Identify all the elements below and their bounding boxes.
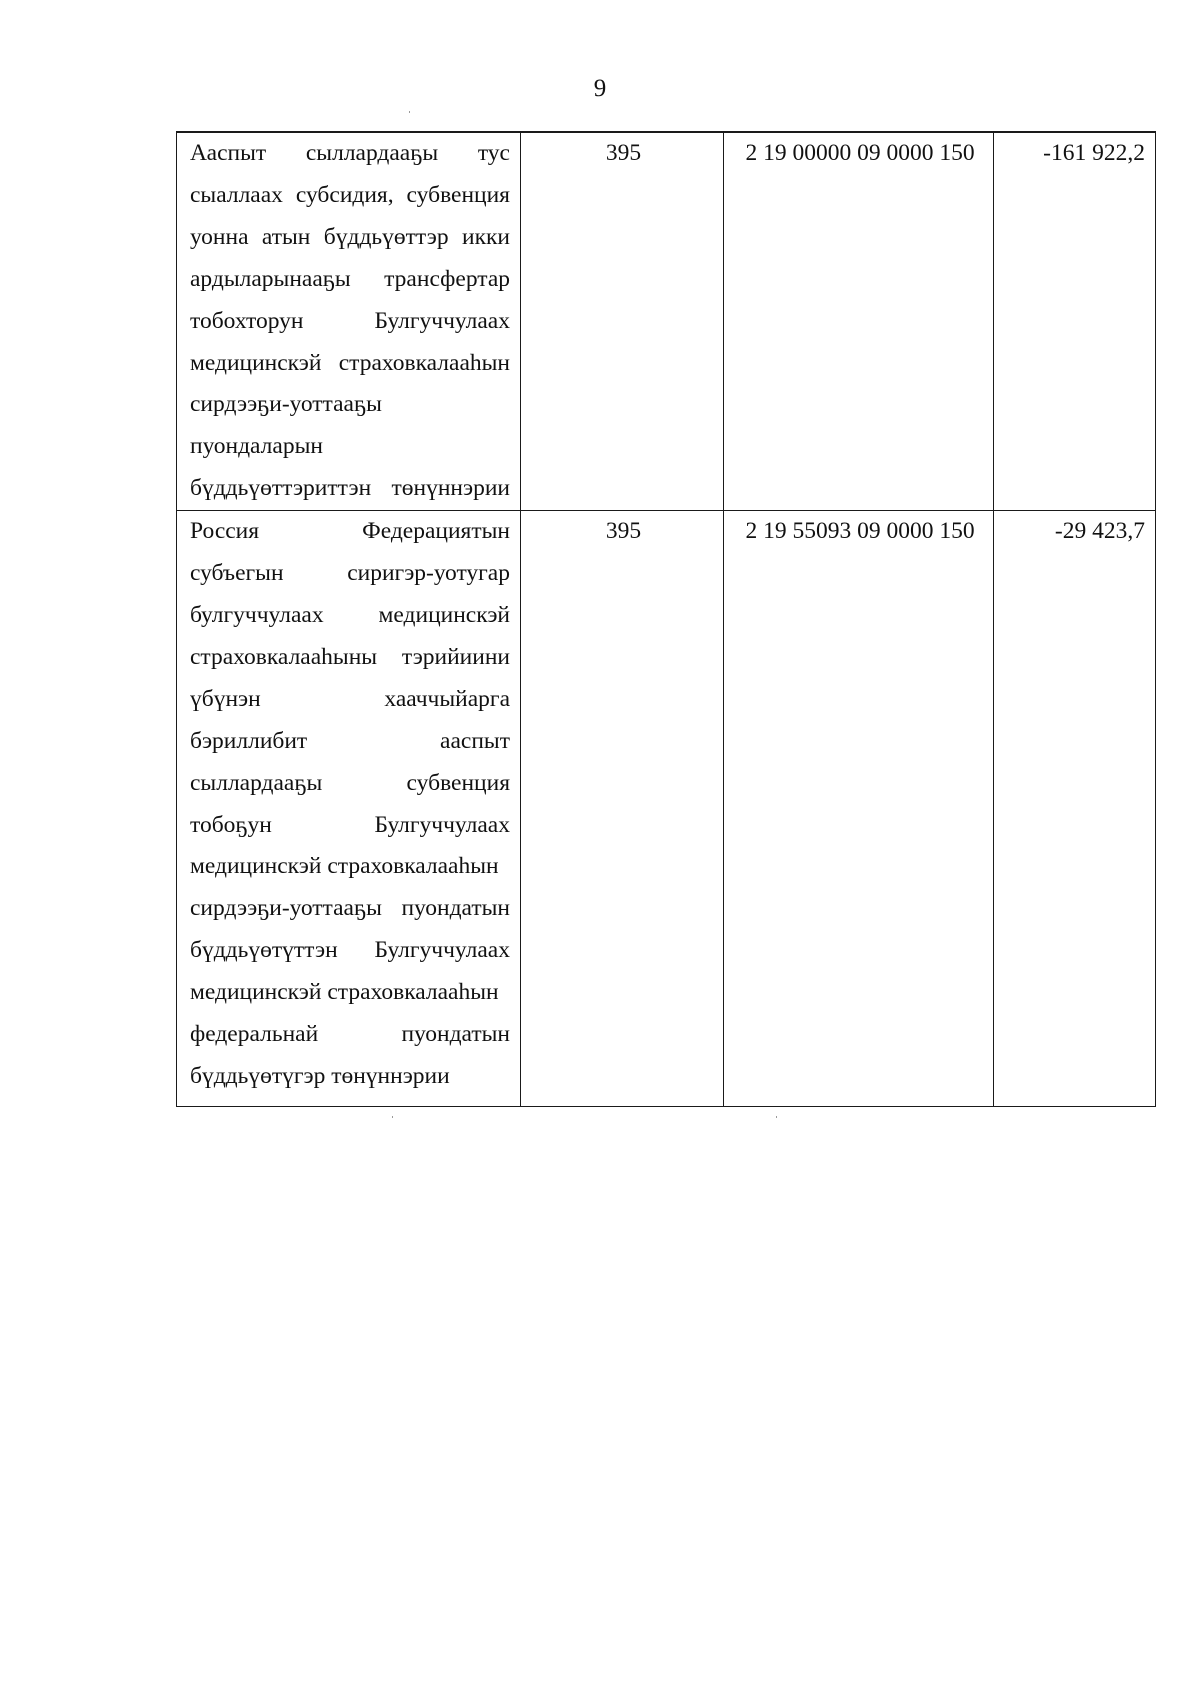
item-name-line: бэриллибит ааспыт: [190, 727, 510, 754]
amount-cell: -161 922,2: [994, 132, 1156, 511]
item-name-cell: [177, 511, 521, 1107]
budget-return-table: [176, 131, 1156, 1107]
table-body: [177, 132, 1156, 1106]
item-name-line: бүддьүөтүттэн Булгуччулаах: [190, 937, 510, 964]
item-name-line: Россия Федерациятын: [190, 518, 510, 545]
item-name-line: бүддьүөттэриттэн төнүннэрии: [190, 475, 510, 502]
item-name-line: сирдээҕи-уоттааҕы: [190, 391, 382, 418]
scan-speck: [776, 1116, 777, 1118]
item-name-line: пуондаларын: [190, 433, 323, 460]
admin-code-cell: 395: [521, 132, 724, 511]
table-row: [177, 511, 1156, 1107]
item-name-line: Ааспыт сыллардааҕы тус: [190, 140, 510, 166]
item-name-line: сирдээҕи-уоттааҕы пуондатын: [190, 895, 510, 922]
table-row: [177, 132, 1156, 511]
item-name-line: медицинскэй страховкалааһын: [190, 853, 499, 880]
item-name-line: федеральнай пуондатын: [190, 1021, 510, 1048]
item-name-cell: [177, 132, 521, 511]
admin-code-cell: 395: [521, 511, 724, 1107]
item-name-line: тобоҕун Булгуччулаах: [190, 811, 510, 838]
item-name-line: тобохторун Булгуччулаах: [190, 307, 510, 334]
item-name-line: страховкалааһыны тэрийиини: [190, 643, 510, 670]
item-name-line: ардыларынааҕы трансфертар: [190, 265, 510, 292]
item-name-line: бүддьүөтүгэр төнүннэрии: [190, 1062, 450, 1089]
classification-code-cell: 2 19 00000 09 0000 150: [724, 132, 994, 511]
scan-speck: [409, 111, 410, 113]
item-name-line: уонна атын бүддьүөттэр икки: [190, 223, 510, 250]
amount-cell: -29 423,7: [994, 511, 1156, 1107]
item-name-line: субъегын сиригэр-уотугар: [190, 560, 510, 587]
item-name-line: булгуччулаах медицинскэй: [190, 601, 510, 628]
scan-speck: [392, 1116, 393, 1118]
item-name-line: медицинскэй страховкалааһын: [190, 979, 499, 1006]
classification-code-cell: 2 19 55093 09 0000 150: [724, 511, 994, 1107]
item-name-line: медицинскэй страховкалааһын: [190, 349, 510, 376]
page-number: 9: [593, 75, 607, 102]
item-name-line: үбүнэн хааччыйарга: [190, 685, 510, 712]
item-name-line: сыаллаах субсидия, субвенция: [190, 181, 510, 208]
item-name-line: сыллардааҕы субвенция: [190, 769, 510, 796]
